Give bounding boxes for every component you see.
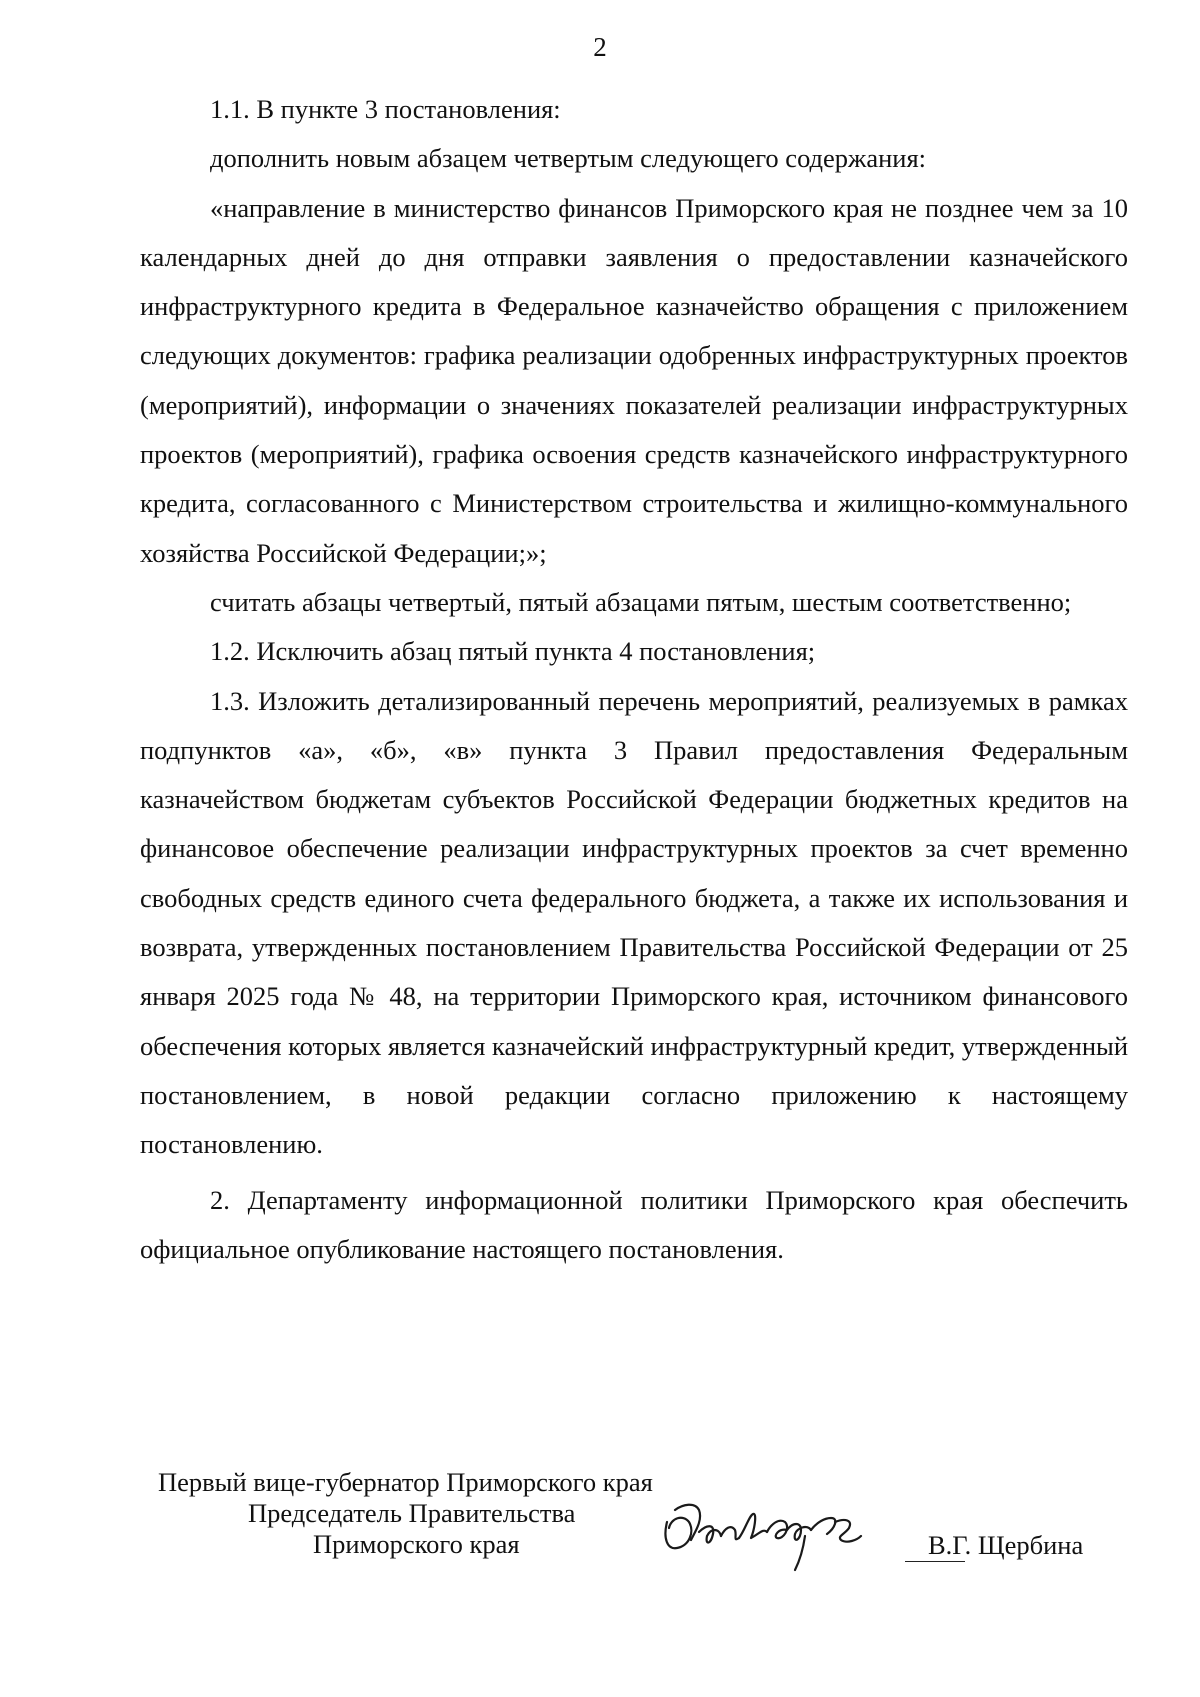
signatory-title-line-2: Председатель Правительства [248,1498,576,1528]
page-number: 2 [593,32,607,62]
signature-underline [905,1561,965,1562]
paragraph-quoted-addition: «направление в министерство финансов Приморского края не позднее чем за 10 календарных дней до дня отправки заявления о предоставлении казначейского инфраструктурного кредита в Федеральное казначейство обращения с приложением следующих документов: графика реализации одобренных инфраструктурных проектов (мероприятий), информации о значениях показателей реализации инфраструктурных проектов (мероприятий), графика освоения средств казначейского инфраструктурного кредита, согласованного с Министерством строительства и жилищно-коммунального хозяйства Российской Федерации;»; [140,192,1128,568]
handwritten-signature [655,1488,915,1578]
document-body [140,85,1128,1274]
paragraph-1-3: 1.3. Изложить детализированный перечень мероприятий, реализуемых в рамках подпунктов «а», «б», «в» пункта 3 Правил предоставления Федеральным казначейством бюджетам субъектов Российской Федерации бюджетных кредитов на финансовое обеспечение реализации инфраструктурных проектов за счет временно свободных средств единого счета федерального бюджета, а также их использования и возврата, утвержденных постановлением Правительства Российской Федерации от 25 января 2025 года № 48, на территории Приморского края, источником финансового обеспечения которых является казначейский инфраструктурный кредит, утвержденный постановлением, в новой редакции согласно приложению к настоящему постановлению. [140,685,1129,1160]
signatory-name: В.Г. Щербина [928,1530,1084,1560]
signatory-title-line-3: Приморского края [313,1529,520,1559]
signatory-title-line-1: Первый вице-губернатор Приморского края [158,1467,653,1497]
paragraph-2: 2. Департаменту информационной политики Приморского края обеспечить официальное опубликование настоящего постановления. [140,1184,1128,1264]
paragraph-addition-intro: дополнить новым абзацем четвертым следующего содержания: [210,143,927,174]
paragraph-renumber: считать абзацы четвертый, пятый абзацами пятым, шестым соответственно; [210,586,1072,617]
paragraph-1-1: 1.1. В пункте 3 постановления: [210,94,561,124]
paragraph-1-2: 1.2. Исключить абзац пятый пункта 4 постановления; [210,636,816,667]
signatory-title [158,1467,708,1560]
